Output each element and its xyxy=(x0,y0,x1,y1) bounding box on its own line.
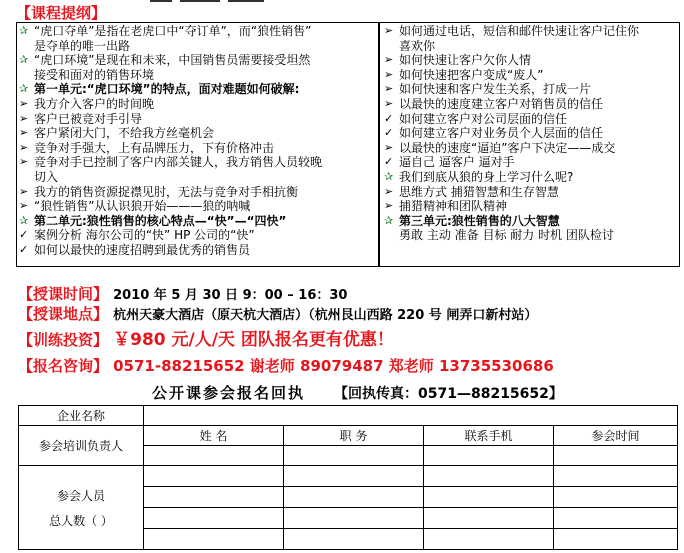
check-icon: ✓ xyxy=(19,242,29,256)
outline-item xyxy=(384,82,676,97)
outline-item xyxy=(19,126,375,141)
attendee-cell[interactable] xyxy=(424,508,554,529)
arrow-icon: ➢ xyxy=(19,140,29,154)
arrow-icon: ➢ xyxy=(19,184,29,198)
total-count-label: 总人数（ ） xyxy=(49,513,113,528)
person-phone-input[interactable] xyxy=(424,446,554,466)
outline-item-text: 喜欢你 xyxy=(399,38,436,53)
attendee-cell[interactable] xyxy=(554,466,678,487)
location-row xyxy=(18,303,537,324)
fee-value: ￥980 元/人/天 团队报名更有优惠！ xyxy=(113,330,394,350)
outline-item xyxy=(384,141,676,156)
outline-item-text: “狼性销售”从认识狼开始———狼的呐喊 xyxy=(34,199,251,214)
check-icon: ✓ xyxy=(384,126,394,140)
outline-item-text: 如何快速和客户发生关系，打成一片 xyxy=(399,82,592,97)
outline-item-text: 逼自己 逼客户 逼对手 xyxy=(399,155,515,170)
attendee-cell[interactable] xyxy=(144,466,284,487)
check-icon: ✓ xyxy=(384,111,394,125)
form-title-row xyxy=(0,382,684,402)
arrow-icon: ➢ xyxy=(384,199,394,213)
attendee-cell[interactable] xyxy=(284,487,424,508)
check-icon: ✓ xyxy=(19,228,29,242)
outline-item xyxy=(384,214,676,229)
outline-item xyxy=(384,97,676,112)
arrow-icon: ➢ xyxy=(384,67,394,81)
outline-item-text: 如何快速让客户欠你人情 xyxy=(399,53,532,68)
outline-item xyxy=(19,228,375,243)
arrow-icon: ➢ xyxy=(384,82,394,96)
outline-item xyxy=(19,185,375,200)
contact-label: 【报名咨询】 xyxy=(18,357,109,375)
outline-item-text: 思维方式 捕猎智慧和生存智慧 xyxy=(399,184,559,199)
outline-item xyxy=(384,199,676,214)
arrow-icon: ➢ xyxy=(384,96,394,110)
outline-item xyxy=(19,53,375,68)
outline-item xyxy=(384,39,676,54)
arrow-icon: ➢ xyxy=(384,53,394,67)
outline-item-text: 如何建立客户对公司层面的信任 xyxy=(399,111,568,126)
outline-item xyxy=(384,68,676,83)
attendee-cell[interactable] xyxy=(424,487,554,508)
person-name-input[interactable] xyxy=(144,446,284,466)
fee-label: 【训练投资】 xyxy=(18,331,109,349)
person-label: 参会培训负责人 xyxy=(19,426,144,466)
outline-left-column xyxy=(19,24,375,267)
arrow-icon: ➢ xyxy=(19,155,29,169)
location-value: 杭州天豪大酒店（原天杭大酒店）（杭州艮山西路 220 号 闸弄口新村站） xyxy=(113,308,538,323)
star-icon: ✰ xyxy=(19,213,29,227)
outline-item-text: 第一单元:“虎口环境”的特点，面对难题如何破解: xyxy=(34,82,300,97)
fax-number: 【回执传真：0571—88215652】 xyxy=(334,386,563,402)
attendee-cell[interactable] xyxy=(144,508,284,529)
fee-row xyxy=(18,325,394,350)
header-title: 职 务 xyxy=(284,426,424,446)
outline-item-text: 客户紧闭大门，不给我方丝毫机会 xyxy=(34,126,215,141)
outline-item xyxy=(19,155,375,170)
attendee-cell[interactable] xyxy=(424,466,554,487)
attendee-cell[interactable] xyxy=(554,508,678,529)
time-row xyxy=(18,283,347,304)
arrow-icon: ➢ xyxy=(19,111,29,125)
outline-item-text: 以最快的速度建立客户对销售员的信任 xyxy=(399,96,604,111)
attendee-cell[interactable] xyxy=(424,529,554,550)
time-label: 【授课时间】 xyxy=(18,285,109,303)
outline-item xyxy=(19,214,375,229)
attendee-cell[interactable] xyxy=(144,487,284,508)
outline-item xyxy=(384,24,676,39)
star-icon: ✰ xyxy=(384,213,394,227)
contact-value: 0571-88215652 谢老师 89079487 郑老师 13735530686 xyxy=(113,357,554,375)
attendees-label: 参会人员 xyxy=(56,488,105,503)
contact-row xyxy=(18,355,554,376)
outline-right-column xyxy=(384,24,676,267)
attendee-cell[interactable] xyxy=(554,529,678,550)
outline-item-text: 竞争对手已控制了客户内部关键人，我方销售人员较晚 xyxy=(34,155,323,170)
person-title-input[interactable] xyxy=(284,446,424,466)
attendee-cell[interactable] xyxy=(284,508,424,529)
outline-divider xyxy=(378,22,380,267)
outline-item xyxy=(19,243,375,258)
company-label: 企业名称 xyxy=(19,406,144,426)
star-icon: ✰ xyxy=(19,82,29,96)
outline-item-text: 如何以最快的速度招聘到最优秀的销售员 xyxy=(34,242,251,257)
arrow-icon: ➢ xyxy=(19,126,29,140)
outline-item xyxy=(19,68,375,83)
outline-item-text: 我方的销售资源捉襟见肘，无法与竞争对手相抗衡 xyxy=(34,184,299,199)
outline-item-text: 以最快的速度“逼迫”客户下决定——成交 xyxy=(399,140,616,155)
outline-item xyxy=(384,112,676,127)
outline-item xyxy=(19,24,375,39)
outline-item xyxy=(384,155,676,170)
outline-item-text: 是夺单的唯一出路 xyxy=(34,38,131,53)
check-icon: ✓ xyxy=(384,155,394,169)
arrow-icon: ➢ xyxy=(384,140,394,154)
outline-item-text: 第二单元:狼性销售的核心特点—“快”—“四快” xyxy=(34,213,287,228)
outline-item-text: 切入 xyxy=(34,169,59,184)
star-icon: ✰ xyxy=(19,53,29,67)
outline-item xyxy=(384,185,676,200)
outline-item xyxy=(19,170,375,185)
outline-item-text: 捕猎精神和团队精神 xyxy=(399,199,508,214)
outline-item-text: 我们到底从狼的身上学习什么呢? xyxy=(399,169,574,184)
outline-item-text: 勇敢 主动 准备 目标 耐力 时机 团队检讨 xyxy=(399,228,614,243)
person-date-input[interactable] xyxy=(554,446,678,466)
arrow-icon: ➢ xyxy=(19,199,29,213)
form-title: 公开课参会报名回执 xyxy=(152,384,306,402)
outline-item-text: 客户已被竞对手引导 xyxy=(34,111,143,126)
attendee-cell[interactable] xyxy=(284,529,424,550)
outline-item xyxy=(19,97,375,112)
outline-item xyxy=(384,53,676,68)
outline-item xyxy=(19,82,375,97)
company-input[interactable] xyxy=(144,406,678,426)
outline-item-text: 如何快速把客户变成“废人” xyxy=(399,67,544,82)
star-icon: ✰ xyxy=(19,24,29,37)
outline-item xyxy=(19,141,375,156)
attendee-cell[interactable] xyxy=(554,487,678,508)
outline-item-text: 我方介入客户的时间晚 xyxy=(34,96,155,111)
outline-item-text: 如何通过电话，短信和邮件快速让客户记住你 xyxy=(399,24,640,38)
outline-item xyxy=(384,170,676,185)
outline-item-text: 接受和面对的销售环境 xyxy=(34,67,155,82)
outline-item xyxy=(19,39,375,54)
star-icon: ✰ xyxy=(384,169,394,183)
arrow-icon: ➢ xyxy=(384,24,394,37)
time-value: 2010 年 5 月 30 日 9：00 – 16：30 xyxy=(113,288,348,303)
outline-header: 【课程提纲】 xyxy=(16,4,107,22)
attendees-label-cell xyxy=(19,466,144,550)
attendee-cell[interactable] xyxy=(144,529,284,550)
arrow-icon: ➢ xyxy=(384,184,394,198)
location-label: 【授课地点】 xyxy=(18,305,109,323)
outline-item-text: “虎口环境”是现在和未来，中国销售员需要接受坦然 xyxy=(34,53,311,68)
outline-item xyxy=(19,112,375,127)
outline-item-text: “虎口夺单”是指在老虎口中“夺订单”，而“狼性销售” xyxy=(34,24,312,38)
header-phone: 联系手机 xyxy=(424,426,554,446)
header-name: 姓 名 xyxy=(144,426,284,446)
registration-form xyxy=(18,405,678,550)
outline-item xyxy=(384,228,676,243)
attendee-cell[interactable] xyxy=(284,466,424,487)
outline-item-text: 如何建立客户对业务员个人层面的信任 xyxy=(399,126,604,141)
outline-item-text: 案例分析 海尔公司的“快” HP 公司的“快” xyxy=(34,228,255,243)
arrow-icon: ➢ xyxy=(19,96,29,110)
header-date: 参会时间 xyxy=(554,426,678,446)
outline-item xyxy=(19,199,375,214)
outline-item-text: 竞争对手强大，上有品牌压力，下有价格冲击 xyxy=(34,140,275,155)
outline-item xyxy=(384,126,676,141)
outline-item-text: 第三单元:狼性销售的八大智慧 xyxy=(399,213,560,228)
